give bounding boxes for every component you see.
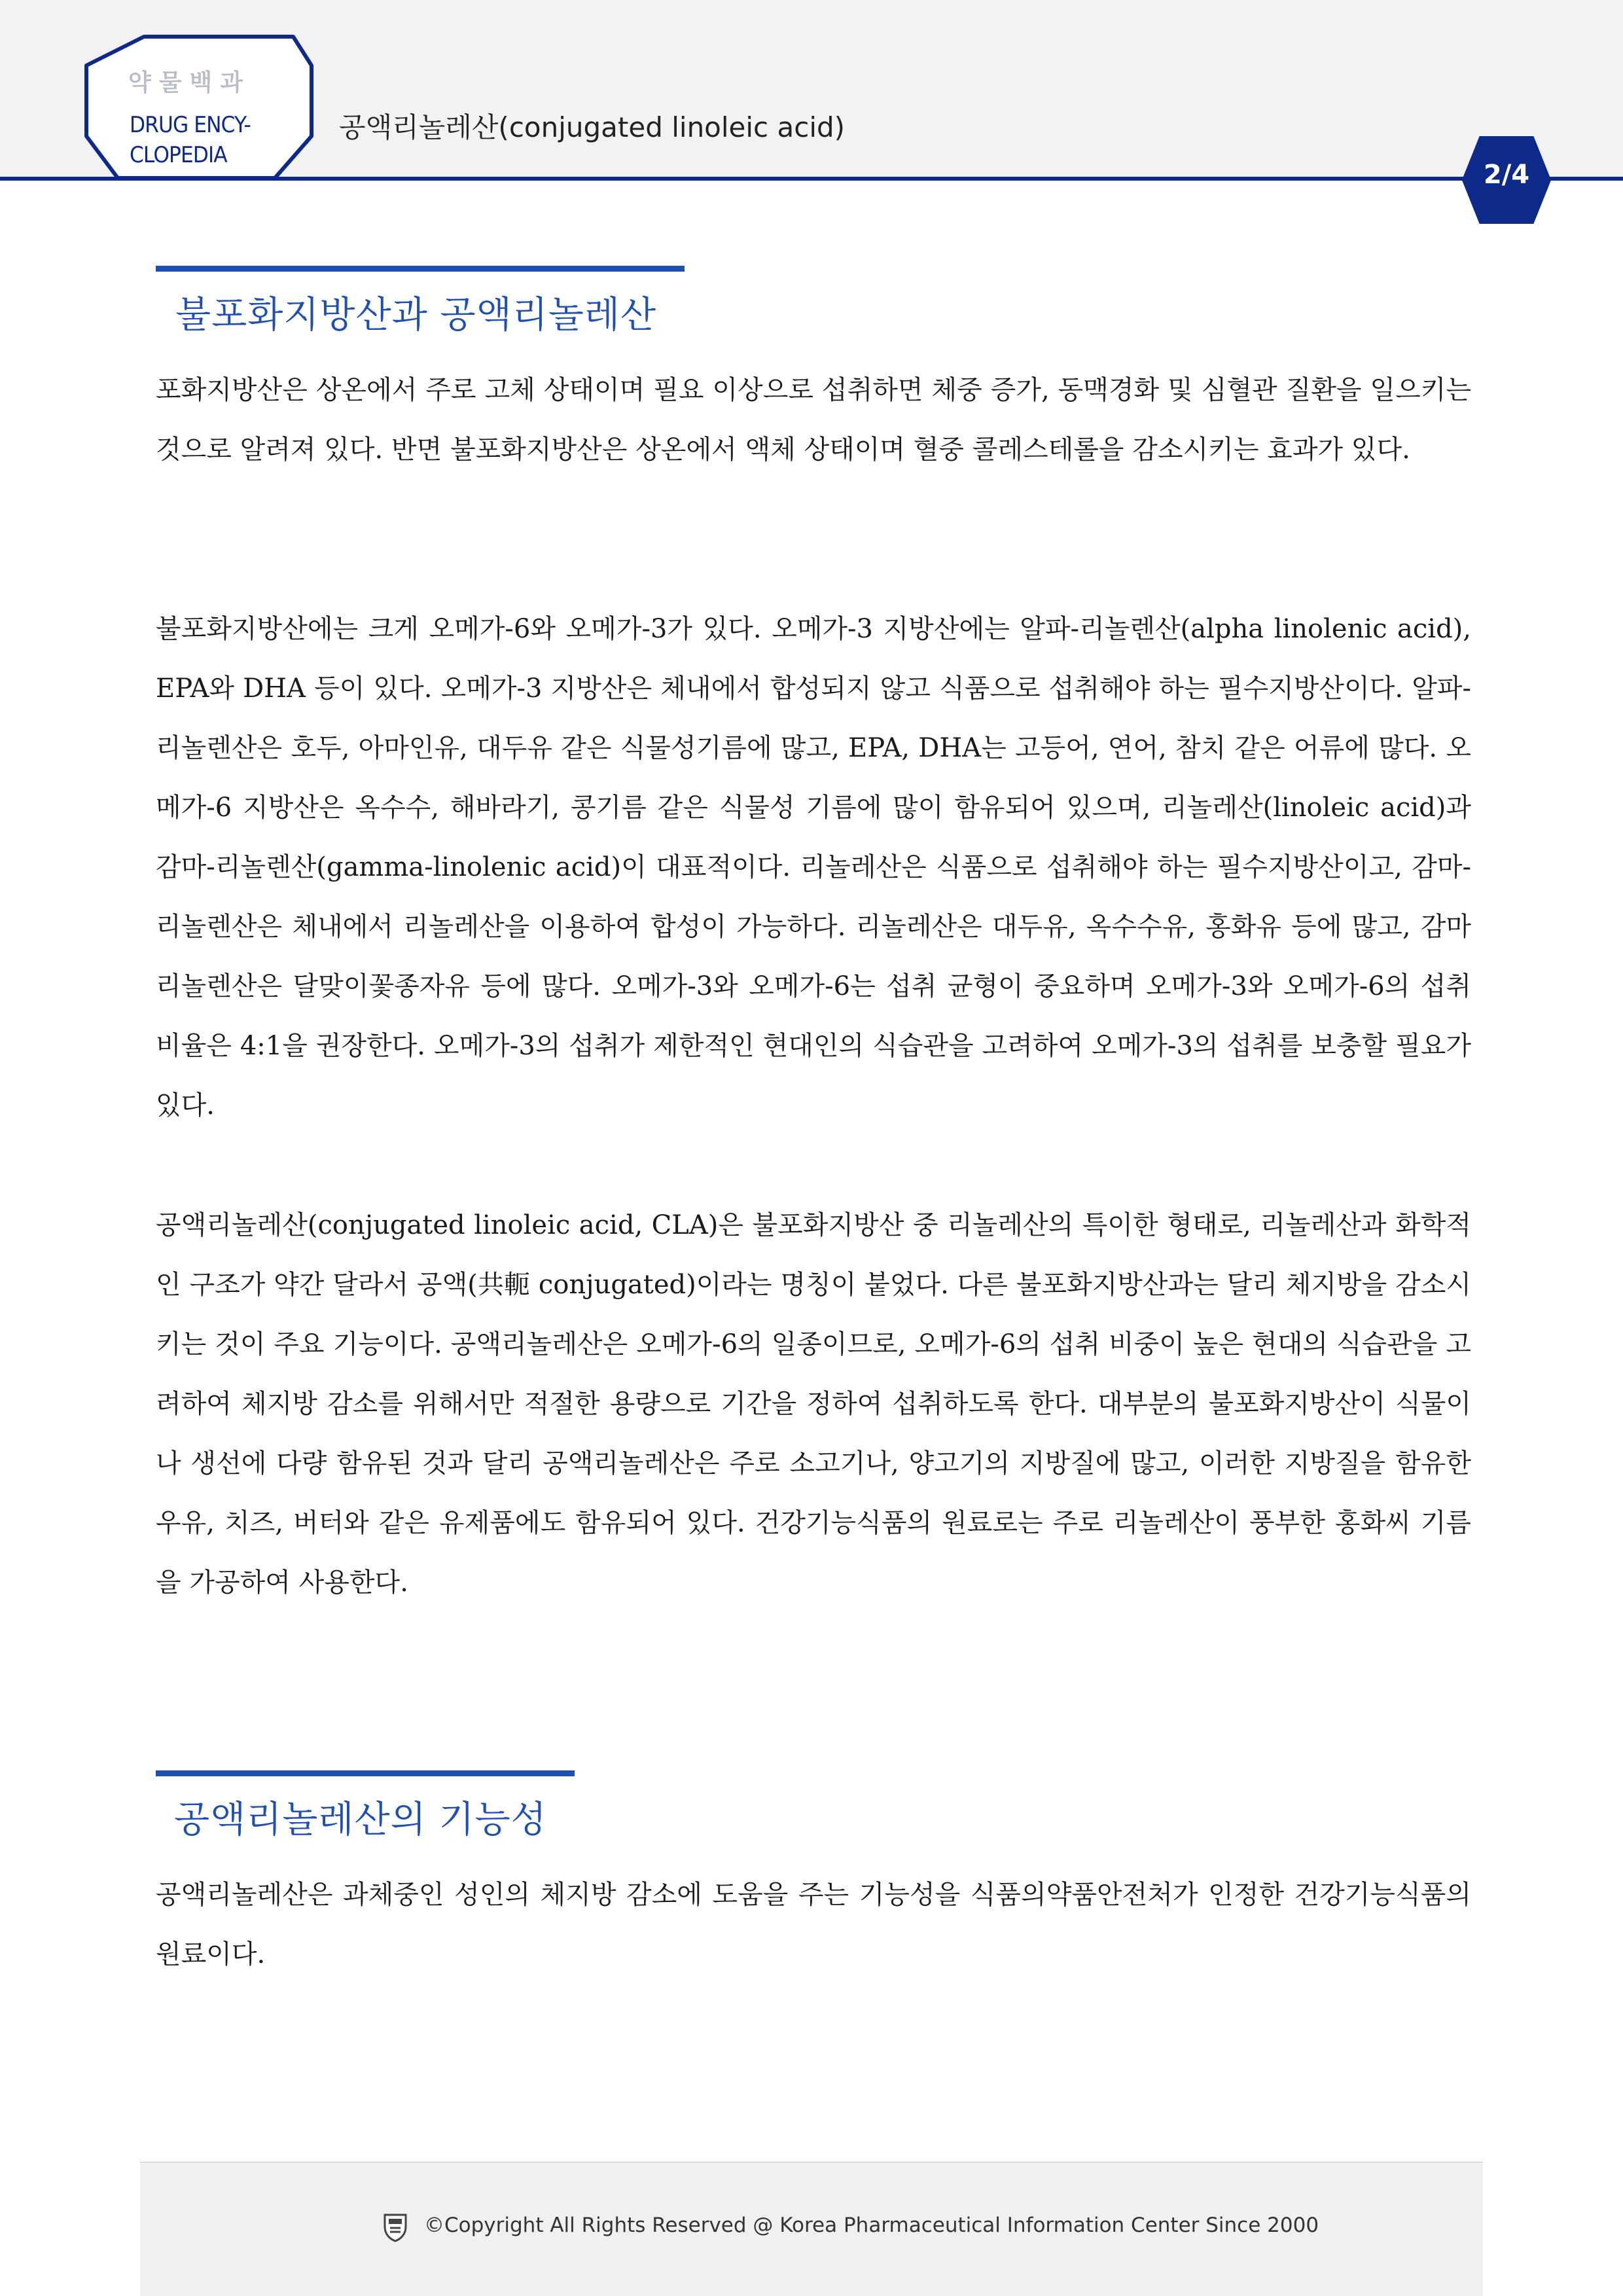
logo-english-line-2: CLOPEDIA	[130, 142, 227, 168]
shield-emblem-icon	[382, 2212, 408, 2242]
logo-english-line-1: DRUG ENCY-	[130, 112, 251, 138]
section-1-bar	[156, 266, 685, 272]
document-title: 공액리놀레산(conjugated linoleic acid)	[339, 111, 846, 143]
section-1-paragraph-1: 포화지방산은 상온에서 주로 고체 상태이며 필요 이상으로 섭취하면 체중 증가, 동맥경화 및 심혈관 질환을 일으키는 것으로 알려져 있다. 반면 불포화지방산은 상온에서 액체 상태이며 혈중 콜레스테롤을 감소시키는 효과가 있다.	[156, 375, 1471, 465]
logo-korean-text: 약물백과	[128, 69, 251, 96]
section-1-title: 불포화지방산과 공액리놀레산	[175, 294, 657, 336]
section-2-paragraph-1: 공액리놀레산은 과체중인 성인의 체지방 감소에 도움을 주는 기능성을 식품의약품안전처가 인정한 건강기능식품의 원료이다.	[156, 1880, 1471, 1969]
section-2-bar	[156, 1770, 575, 1776]
section-2-title: 공액리놀레산의 기능성	[174, 1799, 547, 1841]
page-number: 2/4	[1483, 160, 1530, 190]
section-1-paragraph-3: 공액리놀레산(conjugated linoleic acid, CLA)은 불포화지방산 중 리놀레산의 특이한 형태로, 리놀레산과 화학적인 구조가 약간 달라서 공액(共軛 conjugated)이라는 명칭이 붙었다. 다른 불포화지방산과는 달리 체지방을 감소시키는 것이 주요 기능이다. 공액리놀레산은 오메가-6의 일종이므로, 오메가-6의 섭취 비중이 높은 현대의 식습관을 고려하여 체지방 감소를 위해서만 적절한 용량으로 기간을 정하여 섭취하도록 한다. 대부분의 불포화지방산이 식물이나 생선에 다량 함유된 것과 달리 공액리놀레산은 주로 소고기나, 양고기의 지방질에 많고, 이러한 지방질을 함유한 우유, 치즈, 버터와 같은 유제품에도 함유되어 있다. 건강기능식품의 원료로는 주로 리놀레산이 풍부한 홍화씨 기름을 가공하여 사용한다.	[156, 1210, 1471, 1598]
section-1-paragraph-2: 불포화지방산에는 크게 오메가-6와 오메가-3가 있다. 오메가-3 지방산에는 알파-리놀렌산(alpha linolenic acid), EPA와 DHA 등이 있다. 오메가-3 지방산은 체내에서 합성되지 않고 식품으로 섭취해야 하는 필수지방산이다. 알파-리놀렌산은 호두, 아마인유, 대두유 같은 식물성기름에 많고, EPA, DHA는 고등어, 연어, 참치 같은 어류에 많다. 오메가-6 지방산은 옥수수, 해바라기, 콩기름 같은 식물성 기름에 많이 함유되어 있으며, 리놀레산(linoleic acid)과 감마-리놀렌산(gamma-linolenic acid)이 대표적이다. 리놀레산은 식품으로 섭취해야 하는 필수지방산이고, 감마-리놀렌산은 체내에서 리놀레산을 이용하여 합성이 가능하다. 리놀레산은 대두유, 옥수수유, 홍화유 등에 많고, 감마리놀렌산은 달맞이꽃종자유 등에 많다. 오메가-3와 오메가-6는 섭취 균형이 중요하며 오메가-3와 오메가-6의 섭취 비율은 4:1을 권장한다. 오메가-3의 섭취가 제한적인 현대인의 식습관을 고려하여 오메가-3의 섭취를 보충할 필요가 있다.	[156, 614, 1471, 1121]
logo-english-text	[130, 110, 280, 170]
copyright-text: ©Copyright All Rights Reserved @ Korea Pharmaceutical Information Center Since 2000	[424, 2214, 1319, 2237]
